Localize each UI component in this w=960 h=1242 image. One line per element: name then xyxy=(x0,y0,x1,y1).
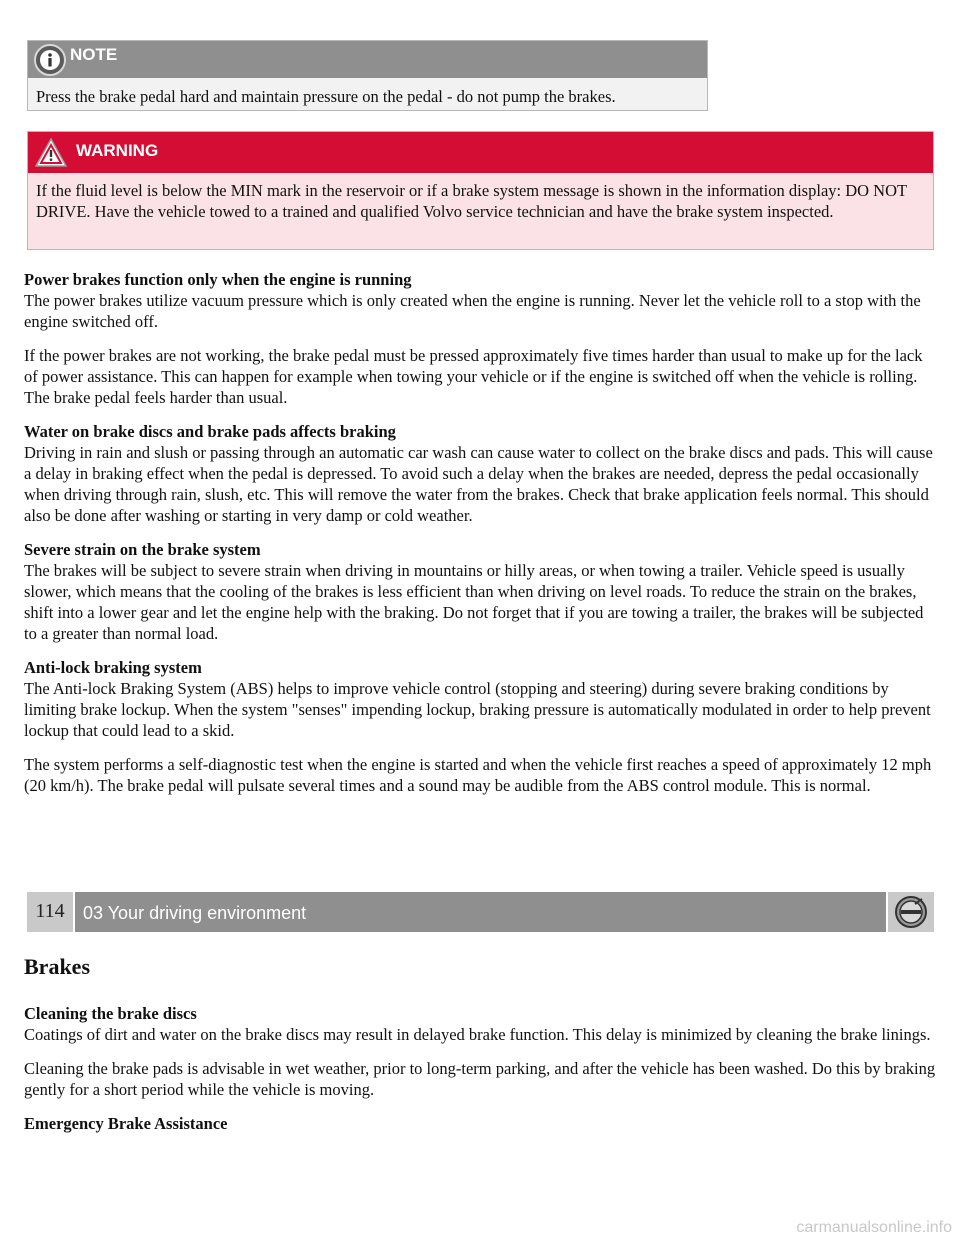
paragraph xyxy=(24,754,940,796)
note-text: Press the brake pedal hard and maintain pressure on the pedal - do not pump the brakes. xyxy=(36,87,616,106)
note-box xyxy=(27,40,708,111)
paragraph xyxy=(24,269,940,332)
paragraph xyxy=(24,539,940,644)
paragraph xyxy=(24,1003,940,1045)
paragraph-text: If the power brakes are not working, the brake pedal must be pressed approximately five times harder than usual to make up for the lack of power assistance. This can happen for example when towing your vehicle or if the engine is switched off when the vehicle is rolling. The brake pedal feels harder than usual. xyxy=(24,346,923,407)
subheading: Emergency Brake Assistance xyxy=(24,1114,228,1133)
paragraph-text: The power brakes utilize vacuum pressure which is only created when the engine is running. Never let the vehicle roll to a stop with the engine switched off. xyxy=(24,291,921,331)
paragraph-text: Coatings of dirt and water on the brake discs may result in delayed brake function. This delay is minimized by cleaning the brake linings. xyxy=(24,1025,931,1044)
paragraph-text: Cleaning the brake pads is advisable in wet weather, prior to long-term parking, and after the vehicle has been washed. Do this by braking gently for a short period while the vehicle is moving. xyxy=(24,1059,936,1099)
info-icon xyxy=(34,44,66,76)
paragraph xyxy=(24,421,940,526)
note-header xyxy=(28,41,707,78)
chapter-title: 03 Your driving environment xyxy=(73,892,886,932)
paragraph-text: The Anti-lock Braking System (ABS) helps to improve vehicle control (stopping and steering) during severe braking conditions by limiting brake lockup. When the system "senses" impending lockup, braking pressure is automatically modulated in order to help prevent lockup that could lead to a skid. xyxy=(24,679,931,740)
paragraph xyxy=(24,1058,940,1100)
page-title: Brakes xyxy=(24,954,90,979)
warning-text: If the fluid level is below the MIN mark in the reservoir or if a brake system message is shown in the information display: DO NOT DRIVE. Have the vehicle towed to a trained and qualified Volvo service technician and have the brake system inspected. xyxy=(36,181,907,221)
warning-header xyxy=(28,132,933,173)
paragraph xyxy=(24,345,940,408)
warning-title: WARNING xyxy=(76,141,159,160)
subheading: Water on brake discs and brake pads affects braking xyxy=(24,422,396,441)
page-number: 114 xyxy=(27,892,73,932)
page-footer-bar xyxy=(27,892,934,932)
paragraph-text: Driving in rain and slush or passing through an automatic car wash can cause water to collect on the brake discs and pads. This will cause a delay in braking effect when the pedal is depressed. To avoid such a delay when the brakes are needed, depress the pedal occasionally when driving through rain, slush, etc. This will remove the water from the brakes. Check that brake application feels normal. This should also be done after washing or starting in very damp or cold weather. xyxy=(24,443,933,525)
volvo-logo-icon xyxy=(894,895,928,929)
content-section-1 xyxy=(24,269,940,809)
paragraph xyxy=(24,657,940,741)
content-section-2 xyxy=(24,1003,940,1147)
subheading: Anti-lock braking system xyxy=(24,658,202,677)
paragraph-text: The system performs a self-diagnostic test when the engine is started and when the vehicle first reaches a speed of approximately 12 mph (20 km/h). The brake pedal will pulsate several times and a sound may be audible from the ABS control module. This is normal. xyxy=(24,755,932,795)
warning-triangle-icon xyxy=(34,137,68,171)
warning-box xyxy=(27,131,934,250)
subheading: Power brakes function only when the engine is running xyxy=(24,270,412,289)
brand-logo xyxy=(886,892,934,932)
subheading: Severe strain on the brake system xyxy=(24,540,261,559)
note-title: NOTE xyxy=(70,45,118,64)
subheading: Cleaning the brake discs xyxy=(24,1004,197,1023)
paragraph xyxy=(24,1113,940,1134)
watermark: carmanualsonline.info xyxy=(796,1219,952,1236)
paragraph-text: The brakes will be subject to severe strain when driving in mountains or hilly areas, or when towing a trailer. Vehicle speed is usually slower, which means that the cooling of the brakes is less efficient than when driving on level roads. To reduce the strain on the brakes, shift into a lower gear and let the engine help with the braking. Do not forget that if you are towing a trailer, the brakes will be subjected to a greater than normal load. xyxy=(24,561,924,643)
